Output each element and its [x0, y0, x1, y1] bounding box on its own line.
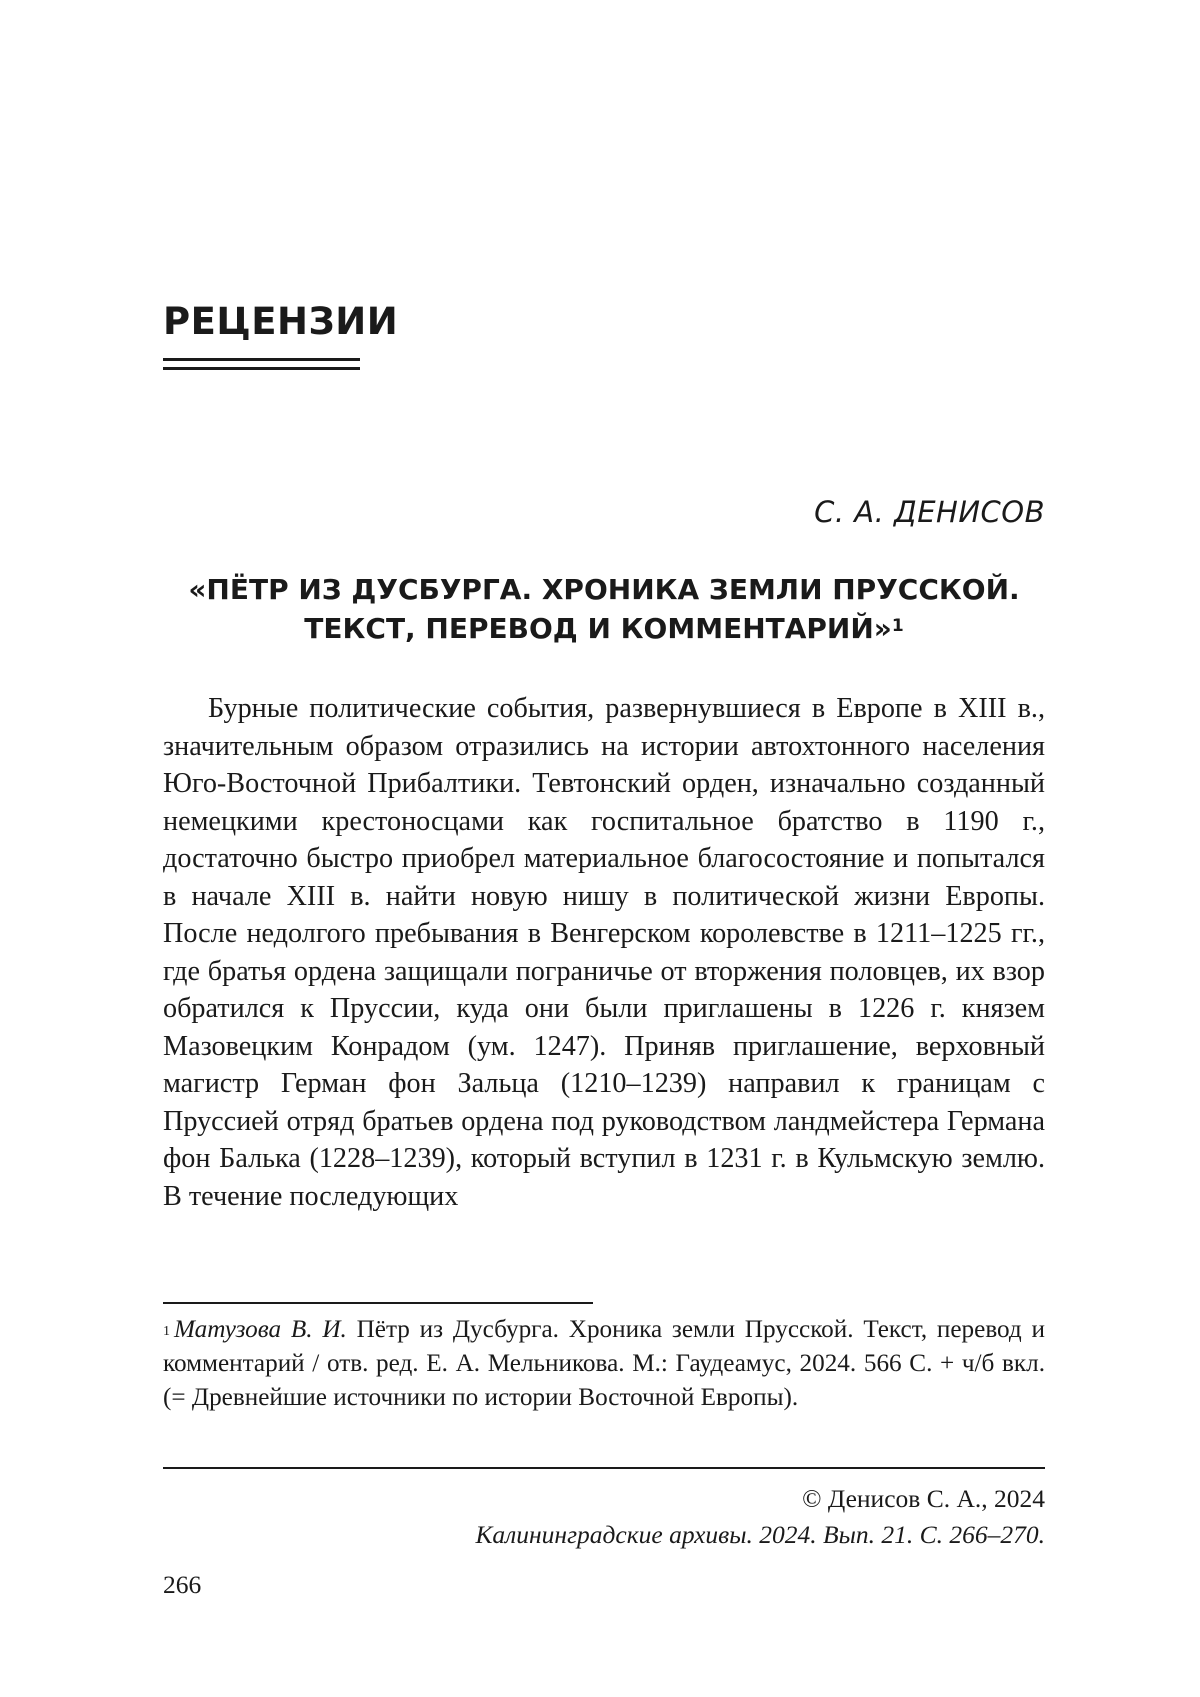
- article-title: [163, 570, 1045, 648]
- article-title-line-2-text: ТЕКСТ, ПЕРЕВОД И КОММЕНТАРИЙ»: [304, 612, 892, 645]
- article-author: С. А. ДЕНИСОВ: [814, 495, 1045, 529]
- body-paragraph: Бурные политические события, развернувшиеся в Европе в XIII в., значительным образом отразились на истории автохтонного населения Юго-Восточной Прибалтики. Тевтонский орден, изначально созданный немецкими крестоносцами как госпитальное братство в 1190 г., достаточно быстро приобрел материальное благосостояние и попытался в начале XIII в. найти новую нишу в политической жизни Европы. После недолгого пребывания в Венгерском королевстве в 1211–1225 гг., где братья ордена защищали пограничье от вторжения половцев, их взор обратился к Пруссии, куда они были приглашены в 1226 г. князем Мазовецким Конрадом (ум. 1247). Приняв приглашение, верховный магистр Герман фон Зальца (1210–1239) направил к границам с Пруссией отряд братьев ордена под руководством ландмейстера Германа фон Балька (1228–1239), который вступил в 1231 г. в Кульмскую землю. В течение последующих: [163, 693, 1045, 1212]
- footnote-marker: 1: [163, 1324, 170, 1339]
- page-number: 266: [163, 1570, 202, 1599]
- heading-underline-top: [163, 358, 360, 361]
- article-title-line-2: [163, 609, 1045, 648]
- article-body: [163, 690, 1045, 1215]
- bottom-separator: [163, 1467, 1045, 1469]
- footnote-author: Матузова В. И.: [174, 1316, 347, 1343]
- footnote: [163, 1313, 1045, 1415]
- footnote-separator: [163, 1302, 593, 1304]
- copyright-line: © Денисов С. А., 2024: [802, 1484, 1045, 1513]
- heading-underline-bottom: [163, 367, 360, 370]
- footnote-text: Пётр из Дусбурга. Хроника земли Прусской. Текст, перевод и комментарий / отв. ред. Е. А. Мельникова. М.: Гаудеамус, 2024. 566 С. + ч/б вкл. (= Древнейшие источники по истории Восточной Европы).: [163, 1316, 1045, 1411]
- journal-citation: Калининградские архивы. 2024. Вып. 21. С. 266–270.: [475, 1520, 1045, 1549]
- article-title-line-1: «ПЁТР ИЗ ДУСБУРГА. ХРОНИКА ЗЕМЛИ ПРУССКОЙ.: [188, 573, 1020, 606]
- footnote-reference[interactable]: 1: [891, 616, 904, 636]
- section-heading: РЕЦЕНЗИИ: [163, 300, 399, 343]
